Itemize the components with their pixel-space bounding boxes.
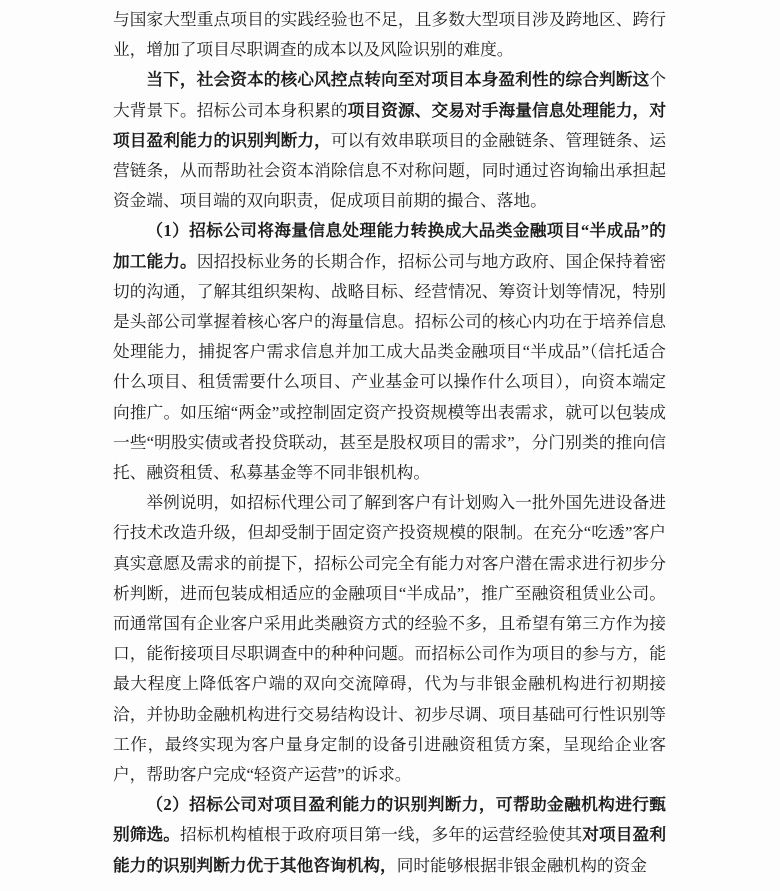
paragraph-5 xyxy=(113,790,666,881)
text-run: 举例说明，如招标代理公司了解到客户有计划购入一批外国先进设备进行技术改造升级，但却受制于固定资产投资规模的限制。在充分“吃透”客户真实意愿及需求的前提下，招标公司完全有能力对客户潜在需求进行初步分析判断，进而包装成相适应的金融项目“半成品”，推广至融资租赁业公司。而通常国有企业客户采用此类融资方式的经验不多，且希望有第三方作为接口，能衔接项目尽职调查中的种种问题。而招标公司作为项目的参与方，能最大程度上降低客户端的双向交流障碍，代为与非银金融机构进行初期接洽，并协助金融机构进行交易结构设计、初步尽调、项目基础可行性识别等工作，最终实现为客户量身定制的设备引进融资租赁方案，呈现给企业客户，帮助客户完成“轻资产运营”的诉求。 xyxy=(113,493,666,785)
text-run: 个大背景下。招标公司本身积累的 xyxy=(113,70,666,120)
text-run-bold: 项目资源、交易对手海量信息处理能力，对项目盈利能力的识别判断力， xyxy=(113,100,667,150)
text-run: 与国家大型重点项目的实践经验也不足，且多数大型项目涉及跨地区、跨行业，增加了项目尽职调查的成本以及风险识别的难度。 xyxy=(113,10,666,60)
paragraph-2 xyxy=(113,65,666,216)
text-run-bold: （1）招标公司将海量信息处理能力转换成大品类金融项目“半成品”的加工能力。 xyxy=(113,221,666,271)
paragraph-1 xyxy=(113,5,666,65)
text-run-bold: 对项目盈利能力的识别判断力优于其他咨询机构， xyxy=(113,825,667,875)
paragraph-3 xyxy=(113,216,666,488)
paragraph-4 xyxy=(113,488,666,790)
text-run: 因招投标业务的长期合作，招标公司与地方政府、国企保持着密切的沟通，了解其组织架构、战略目标、经营情况、筹资计划等情况，特别是头部公司掌握着核心客户的海量信息。招标公司的核心内功在于培养信息处理能力，捕捉客户需求信息并加工成大品类金融项目“半成品”（信托适合什么项目、租赁需要什么项目、产业基金可以操作什么项目），向资本端定向推广。如压缩“两金”或控制固定资产投资规模等出表需求，就可以包装成一些“明股实债或者投贷联动，甚至是股权项目的需求”，分门别类的推向信托、融资租赁、私募基金等不同非银机构。 xyxy=(113,251,667,483)
text-run-bold: （2）招标公司对项目盈利能力的识别判断力，可帮助金融机构进行甄别筛选。 xyxy=(113,795,666,845)
text-column xyxy=(113,5,666,881)
text-run: 招标机构植根于政府项目第一线，多年的运营经验使其 xyxy=(180,825,583,845)
text-run: 同时能够根据非银金融机构的资金 xyxy=(396,855,647,875)
text-run: 可以有效串联项目的金融链条、管理链条、运营链条，从而帮助社会资本消除信息不对称问题，同时通过咨询输出承担起资金端、项目端的双向职责，促成项目前期的撮合、落地。 xyxy=(113,130,667,211)
text-run-bold: 当下，社会资本的核心风控点转向至对项目本身盈利性的综合判断这 xyxy=(146,70,650,90)
